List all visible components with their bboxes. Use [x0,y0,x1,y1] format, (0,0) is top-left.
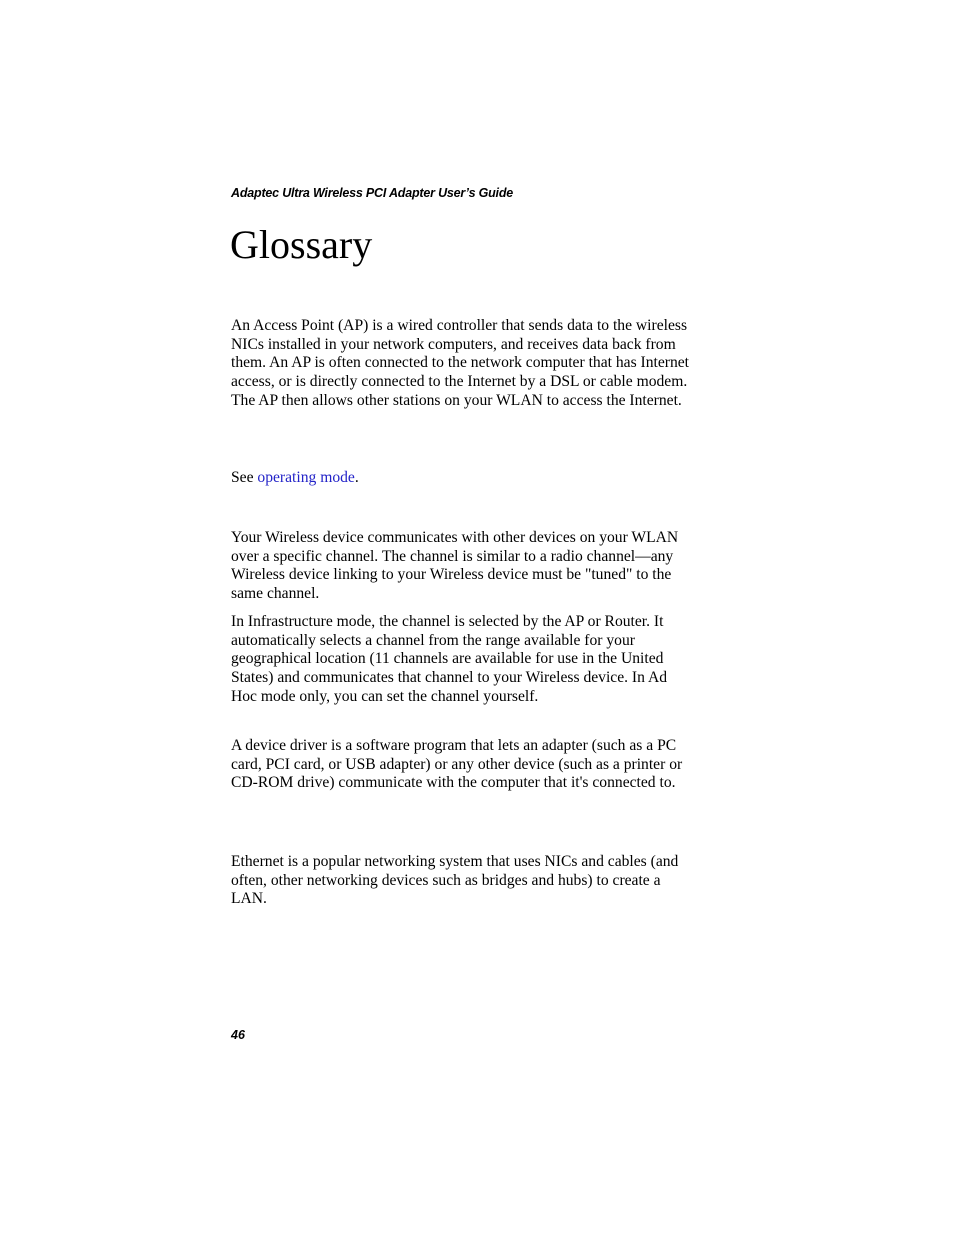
page-title: Glossary [230,222,373,267]
device-driver-definition: A device driver is a software program that lets an adapter (such as a PC card, PCI card, or USB adapter) or any other device (such as a printer or CD-ROM drive) communicate with the computer that it's connected to. [231,737,683,792]
channel-definition: Your Wireless device communicates with other devices on your WLAN over a specific channel. The channel is similar to a radio channel—any Wireless device linking to your Wireless device must be "tuned" to the same channel. [231,529,679,603]
ethernet-definition: Ethernet is a popular networking system that uses NICs and cables (and often, other networking devices such as bridges and hubs) to create a LAN. [231,853,679,908]
see-prefix: See [231,469,258,486]
running-head: Adaptec Ultra Wireless PCI Adapter User’s Guide [231,186,514,200]
see-reference [231,469,693,488]
channel-infrastructure-note: In Infrastructure mode, the channel is selected by the AP or Router. It automatically selects a channel from the range available for your geographical location (11 channels are available for use in the United States) and communicates that channel to your Wireless device. In Ad Hoc mode only, you can set the channel yourself. [231,613,668,705]
page-number: 46 [231,1028,245,1042]
see-suffix: . [354,469,359,486]
operating-mode-link[interactable]: operating mode [257,469,355,486]
access-point-definition: An Access Point (AP) is a wired controller that sends data to the wireless NICs installed in your network computers, and receives data back from them. An AP is often connected to the network computer that has Internet access, or is directly connected to the Internet by a DSL or cable modem. The AP then allows other stations on your WLAN to access the Internet. [231,317,690,409]
